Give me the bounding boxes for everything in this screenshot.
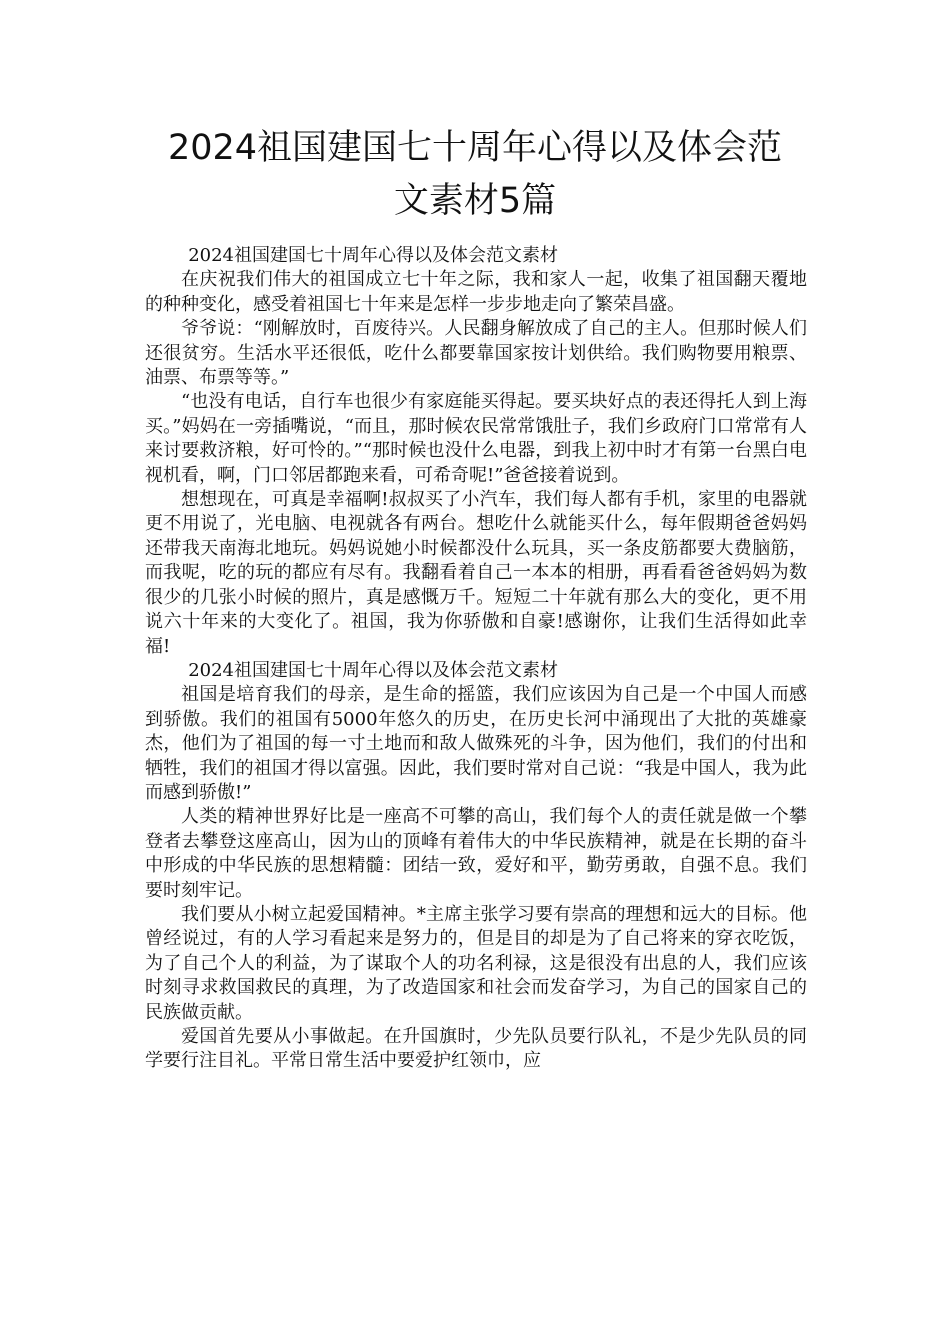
section-heading-1: 2024祖国建国七十周年心得以及体会范文素材 bbox=[188, 245, 558, 266]
paragraph: 爷爷说：“刚解放时，百废待兴。人民翻身解放成了自己的主人。但那时候人们还很贫穷。生活水平还很低，吃什么都要靠国家按计划供给。我们购物要用粮票、油票、布票等等。” bbox=[145, 318, 807, 389]
title-line-2: 文素材5篇 bbox=[393, 181, 557, 221]
document-body bbox=[145, 244, 807, 1074]
paragraph: 人类的精神世界好比是一座高不可攀的高山，我们每个人的责任就是做一个攀登者去攀登这座高山，因为山的顶峰有着伟大的中华民族精神，就是在长期的奋斗中形成的中华民族的思想精髓：团结一致，爱好和平，勤劳勇敢，自强不息。我们要时刻牢记。 bbox=[145, 806, 807, 901]
paragraph: “也没有电话，自行车也很少有家庭能买得起。要买块好点的表还得托人到上海买。”妈妈在一旁插嘴说，“而且，那时候农民常常饿肚子，我们乡政府门口常常有人来讨要救济粮，好可怜的。”“那时候也没什么电器，到我上初中时才有第一台黑白电视机看，啊，门口邻居都跑来看，可希奇呢!”爸爸接着说到。 bbox=[145, 391, 807, 486]
paragraph: 祖国是培育我们的母亲，是生命的摇篮，我们应该因为自己是一个中国人而感到骄傲。我们的祖国有5000年悠久的历史，在历史长河中涌现出了大批的英雄豪杰，他们为了祖国的每一寸土地而和敌人做殊死的斗争，因为他们，我们的付出和牺牲，我们的祖国才得以富强。因此，我们要时常对自己说：“我是中国人，我为此而感到骄傲!” bbox=[145, 684, 807, 803]
paragraph: 想想现在，可真是幸福啊!叔叔买了小汽车，我们每人都有手机，家里的电器就更不用说了，光电脑、电视就各有两台。想吃什么就能买什么，每年假期爸爸妈妈还带我天南海北地玩。妈妈说她小时候都没什么玩具，买一条皮筋都要大费脑筋，而我呢，吃的玩的都应有尽有。我翻看着自己一本本的相册，再看看爸爸妈妈为数很少的几张小时候的照片，真是感慨万千。短短二十年就有那么大的变化，更不用说六十年来的大变化了。祖国，我为你骄傲和自豪!感谢你，让我们生活得如此幸福! bbox=[145, 489, 807, 657]
section-heading-2: 2024祖国建国七十周年心得以及体会范文素材 bbox=[188, 659, 558, 681]
paragraph: 在庆祝我们伟大的祖国成立七十年之际，我和家人一起，收集了祖国翻天覆地的种种变化，感受着祖国七十年来是怎样一步步地走向了繁荣昌盛。 bbox=[145, 269, 807, 315]
paragraph: 我们要从小树立起爱国精神。*主席主张学习要有崇高的理想和远大的目标。他曾经说过，有的人学习看起来是努力的，但是目的却是为了自己将来的穿衣吃饭，为了自己个人的利益，为了谋取个人的功名利禄，这是很没有出息的人，我们应该时刻寻求救国救民的真理，为了改造国家和社会而发奋学习，为自己的国家自己的民族做贡献。 bbox=[145, 903, 807, 1023]
title-line-1: 2024祖国建国七十周年心得以及体会范 bbox=[167, 128, 783, 168]
paragraph: 爱国首先要从小事做起。在升国旗时，少先队员要行队礼，不是少先队员的同学要行注目礼。平常日常生活中要爱护红领巾，应 bbox=[145, 1026, 807, 1072]
document-title bbox=[120, 122, 830, 228]
